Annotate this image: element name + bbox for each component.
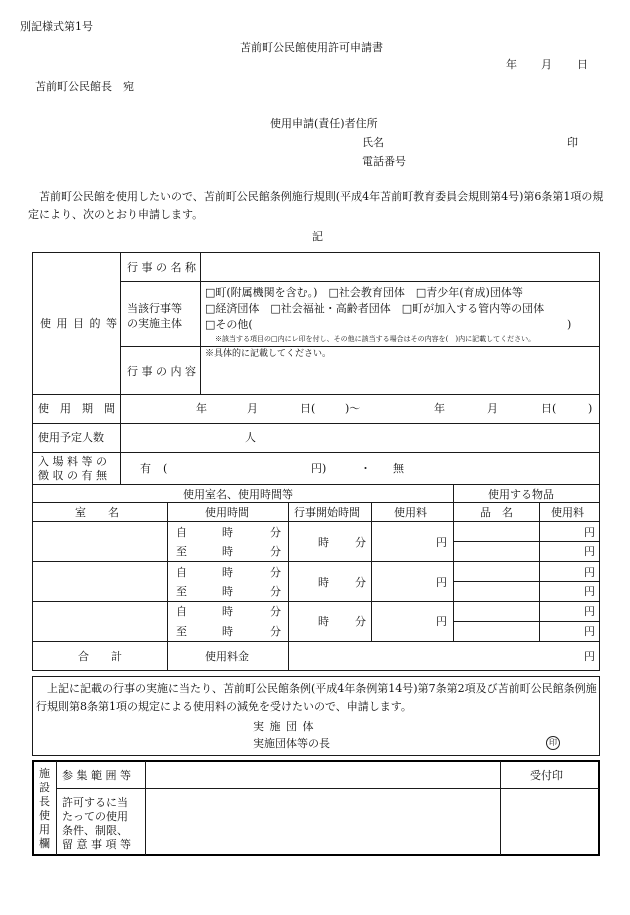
date-day-label: 日 [577, 58, 588, 71]
item-fee-yen: 円 [584, 585, 595, 598]
time-to-label: 至 [176, 585, 187, 598]
fee-no-option[interactable]: 無 [393, 462, 404, 475]
applicant-seal-label: 印 [567, 136, 578, 149]
room-name-field[interactable] [33, 562, 167, 601]
total-fee-field[interactable] [289, 642, 579, 670]
conditions-field[interactable] [146, 789, 500, 854]
fee-presence-label-line2: 徴 収 の 有 無 [38, 469, 107, 482]
col-time-header: 使用時間 [205, 506, 249, 519]
people-unit: 人 [245, 431, 256, 444]
room-fee-yen: 円 [436, 615, 447, 628]
time-minute-label: 分 [270, 566, 281, 579]
conditions-label-line2: たっての使用 [62, 810, 128, 823]
event-name-field[interactable] [201, 253, 599, 281]
period-label: 使 用 期 間 [38, 402, 115, 415]
start-minute-label: 分 [355, 576, 366, 589]
time-minute-label: 分 [270, 605, 281, 618]
addressee: 苫前町公民館長 宛 [35, 80, 134, 93]
date-month-label: 月 [541, 58, 552, 71]
room-fee-yen: 円 [436, 576, 447, 589]
applicant-name-label: 氏名 [362, 136, 384, 149]
time-hour-label: 時 [222, 545, 233, 558]
col-start-header: 行事開始時間 [294, 506, 360, 519]
start-hour-label: 時 [318, 536, 329, 549]
period-start-day: 日( [300, 402, 316, 415]
period-tilde: )～ [345, 402, 361, 415]
time-minute-label: 分 [270, 625, 281, 638]
applicant-phone-label: 電話番号 [362, 155, 406, 168]
fee-yes-option[interactable]: 有 [140, 462, 151, 475]
room-fee-yen: 円 [436, 536, 447, 549]
receipt-stamp-label: 受付印 [530, 769, 563, 782]
event-name-label: 行 事 の 名 称 [127, 261, 196, 274]
start-minute-label: 分 [355, 536, 366, 549]
conditions-label-line3: 条件、制限、 [62, 824, 128, 837]
intro-text: 苫前町公民館を使用したいので、苫前町公民館条例施行規則(平成4年苫前町教育委員会規則第4号)第6条第1項の規定により、次のとおり申請します。 [28, 190, 604, 221]
item-fee-yen: 円 [584, 625, 595, 638]
start-hour-label: 時 [318, 615, 329, 628]
start-minute-label: 分 [355, 615, 366, 628]
time-hour-label: 時 [222, 605, 233, 618]
event-content-field[interactable] [201, 360, 599, 393]
fee-yen-close: 円) [311, 462, 327, 475]
reduction-text: 上記に記載の行事の実施に当たり、苫前町公民館条例(平成4年条例第14号)第7条第2項及び苫前町公民館条例施行規則第8条第1項の規定による使用料の減免を受けたいので、申請します。 [36, 682, 597, 713]
reduction-head-label: 実施団体等の長 [253, 737, 330, 750]
director-column-label-4: 使 [39, 809, 50, 822]
time-from-label: 自 [176, 605, 187, 618]
applicant-address-label: 使用申請(責任)者住所 [270, 117, 378, 130]
organizer-option-other[interactable]: □その他( [205, 318, 253, 331]
period-end-month: 月 [487, 402, 498, 415]
col-item-fee-header: 使用料 [551, 506, 584, 519]
organizer-label-line2: の実施主体 [127, 317, 182, 330]
organizer-note: ※該当する項目の□内にレ印を付し、その他に該当する場合はその内容を( )内に記載してください。 [215, 335, 536, 343]
period-end-day: 日( [541, 402, 557, 415]
room-name-field[interactable] [33, 602, 167, 641]
total-fee-label: 使用料金 [205, 650, 249, 663]
item-fee-yen: 円 [584, 545, 595, 558]
item-fee-yen: 円 [584, 566, 595, 579]
time-to-label: 至 [176, 545, 187, 558]
scope-field[interactable] [146, 762, 500, 788]
col-room-header: 室 名 [75, 506, 119, 519]
director-column-label-5: 用 [39, 823, 50, 836]
time-hour-label: 時 [222, 526, 233, 539]
total-label: 合 計 [78, 650, 122, 663]
director-column-label-6: 欄 [39, 837, 50, 850]
director-column-label-2: 設 [39, 781, 50, 794]
ki-label: 記 [312, 230, 323, 243]
director-column-label-1: 施 [39, 767, 50, 780]
period-end-year: 年 [434, 402, 445, 415]
fee-separator: ・ [360, 462, 371, 475]
date-year-label: 年 [506, 58, 517, 71]
organizer-label-line1: 当該行事等 [127, 302, 182, 315]
fee-open-paren: ( [163, 462, 168, 475]
time-from-label: 自 [176, 526, 187, 539]
fee-presence-label-line1: 入 場 料 等 の [38, 455, 107, 468]
people-label: 使用予定人数 [38, 431, 104, 444]
page-title: 苫前町公民館使用許可申請書 [240, 41, 383, 54]
director-column-label-3: 長 [39, 795, 50, 808]
rooms-section-header: 使用室名、使用時間等 [183, 488, 293, 501]
reduction-org-label: 実 施 団 体 [253, 720, 315, 733]
time-minute-label: 分 [270, 545, 281, 558]
period-start-year: 年 [196, 402, 207, 415]
time-minute-label: 分 [270, 526, 281, 539]
items-section-header: 使用する物品 [488, 488, 554, 501]
room-name-field[interactable] [33, 522, 167, 561]
col-item-header: 品 名 [480, 506, 513, 519]
item-fee-yen: 円 [584, 605, 595, 618]
time-hour-label: 時 [222, 625, 233, 638]
time-hour-label: 時 [222, 566, 233, 579]
organizer-option-other-close: ) [567, 318, 572, 331]
organizer-options-row1[interactable]: □町(附属機関を含む。) □社会教育団体 □青少年(育成)団体等 [205, 286, 523, 299]
organizer-options-row2[interactable]: □経済団体 □社会福祉・高齢者団体 □町が加入する管内等の団体 [205, 302, 545, 315]
total-fee-yen: 円 [584, 650, 595, 663]
people-field[interactable] [121, 424, 241, 452]
conditions-label-line1: 許可するに当 [62, 796, 128, 809]
col-fee-header: 使用料 [394, 506, 427, 519]
time-minute-label: 分 [270, 585, 281, 598]
purpose-section-label: 使 用 目 的 等 [40, 317, 118, 330]
conditions-label-line4: 留 意 事 項 等 [62, 838, 131, 851]
form-number: 別記様式第1号 [20, 20, 93, 33]
item-fee-yen: 円 [584, 526, 595, 539]
scope-label: 参 集 範 囲 等 [62, 769, 131, 782]
event-content-note: ※具体的に記載してください。 [205, 349, 332, 359]
seal-mark: 印 [546, 736, 560, 750]
time-hour-label: 時 [222, 585, 233, 598]
start-hour-label: 時 [318, 576, 329, 589]
period-start-month: 月 [247, 402, 258, 415]
time-from-label: 自 [176, 566, 187, 579]
time-to-label: 至 [176, 625, 187, 638]
period-end-close: ) [588, 402, 593, 415]
event-content-label: 行 事 の 内 容 [127, 365, 196, 378]
